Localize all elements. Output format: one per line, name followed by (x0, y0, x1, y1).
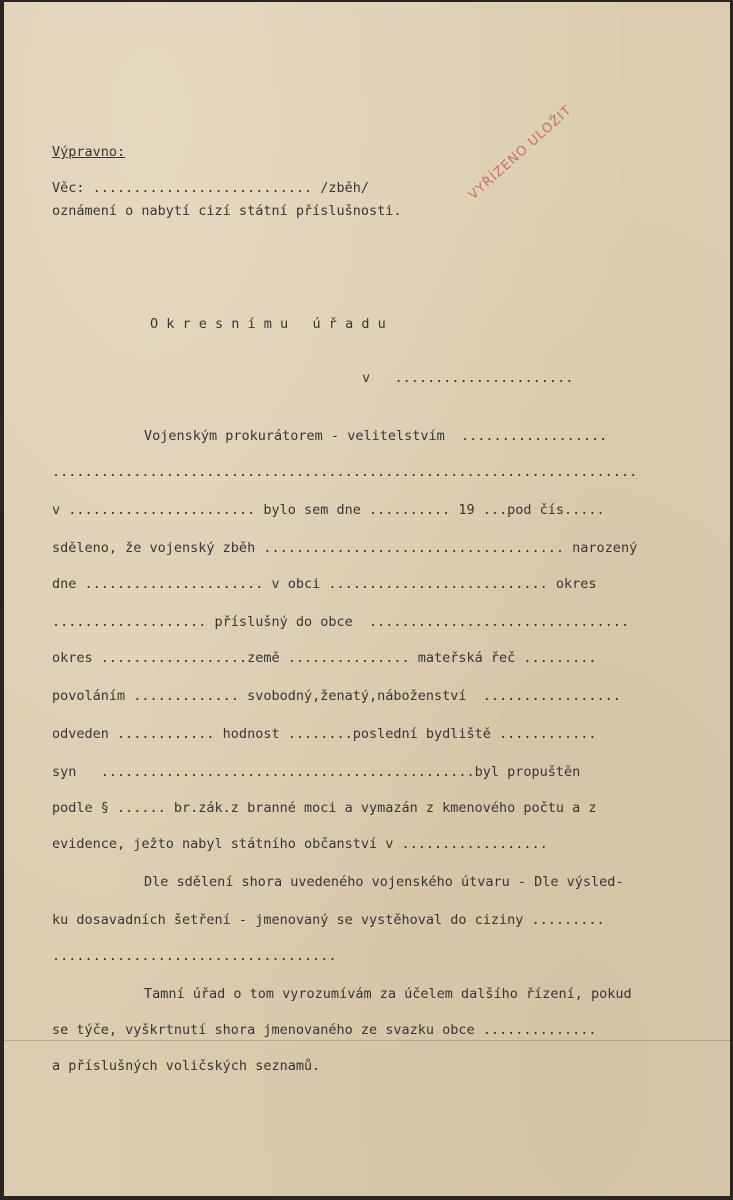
body-line: podle § ...... br.zák.z branné moci a vymazán z kmenového počtu a z (52, 800, 597, 816)
body-line: ku dosavadních šetření - jmenovaný se vystěhoval do ciziny ......... (52, 912, 605, 928)
body-line: sděleno, že vojenský zběh ..................................... narozený (52, 540, 638, 556)
body-line: ........................................................................ (52, 464, 638, 480)
body-line: povoláním ............. svobodný,ženatý,náboženství ................. (52, 688, 621, 704)
paper-fold-line (4, 1040, 730, 1041)
subject-line-2: oznámení o nabytí cizí státní příslušnosti. (52, 203, 402, 219)
body-line: Tamní úřad o tom vyrozumívám za účelem dalšího řízení, pokud (144, 986, 632, 1002)
body-line: evidence, ježto nabyl státního občanství v .................. (52, 836, 548, 852)
subject-line: Věc: ........................... /zběh/ (52, 180, 369, 196)
body-line: okres ..................země ............... mateřská řeč ......... (52, 650, 597, 666)
body-line: dne ...................... v obci ........................... okres (52, 576, 597, 592)
body-line: Dle sdělení shora uvedeného vojenského útvaru - Dle výsled- (144, 874, 624, 890)
body-line: a příslušných voličských seznamů. (52, 1058, 321, 1074)
heading: Výpravno: (52, 144, 126, 160)
body-line: odveden ............ hodnost ........poslední bydliště ............ (52, 726, 597, 742)
body-line: v ....................... bylo sem dne .......... 19 ...pod čís..... (52, 502, 605, 518)
body-line: Vojenským prokurátorem - velitelstvím .................. (144, 428, 608, 444)
addressee: O k r e s n í m u ú ř a d u (150, 316, 386, 332)
document-page (4, 2, 730, 1196)
addressee-place: v ...................... (362, 370, 574, 386)
body-line: ................................... (52, 948, 337, 964)
stamp: VYŘÍZENO ULOŽIT (466, 102, 575, 204)
body-line: se týče, vyškrtnutí shora jmenovaného ze svazku obce .............. (52, 1022, 597, 1038)
body-line: syn ..............................................byl propuštěn (52, 764, 581, 780)
body-line: ................... příslušný do obce ................................ (52, 614, 630, 630)
